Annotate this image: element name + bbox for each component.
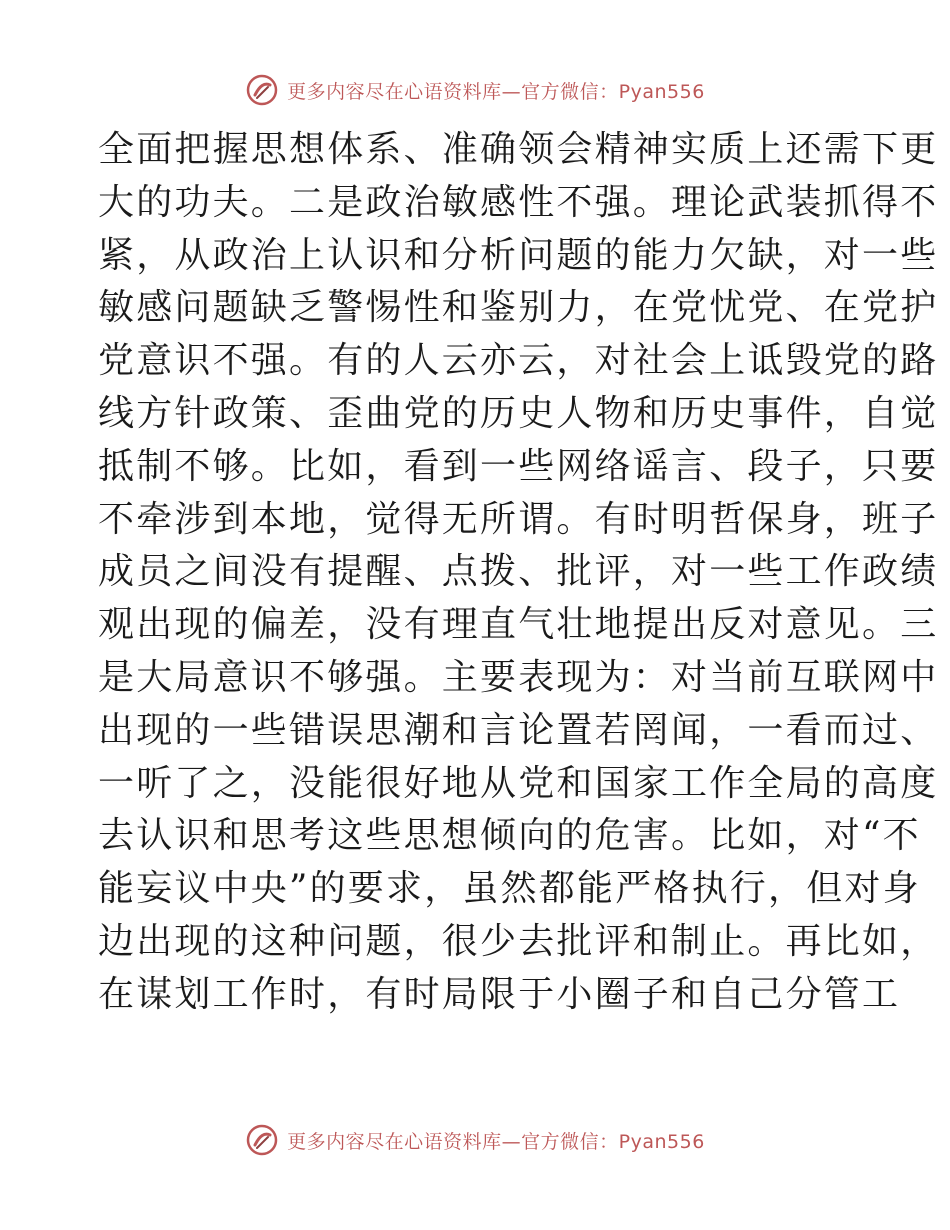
watermark-text: 更多内容尽在心语资料库—官方微信：Pyan556	[287, 80, 705, 103]
text-line: 观出现的偏差，没有理直气壮地提出反对意见。三	[98, 604, 939, 646]
text-line: 线方针政策、歪曲党的历史人物和历史事件，自觉	[98, 392, 939, 434]
text-line: 出现的一些错误思潮和言论置若罔闻，一看而过、	[98, 709, 939, 751]
text-line: 不牵涉到本地，觉得无所谓。有时明哲保身，班子	[98, 498, 939, 540]
logo-icon	[245, 73, 279, 107]
text-line: 在谋划工作时，有时局限于小圈子和自己分管工	[98, 973, 901, 1015]
text-line: 是大局意识不够强。主要表现为：对当前互联网中	[98, 656, 939, 698]
watermark-text: 更多内容尽在心语资料库—官方微信：Pyan556	[287, 1130, 705, 1153]
text-line: 大的功夫。二是政治敏感性不强。理论武装抓得不	[98, 181, 939, 223]
document-body	[98, 124, 939, 1022]
text-line: 去认识和思考这些思想倾向的危害。比如，对“不	[98, 815, 921, 857]
text-line: 抵制不够。比如，看到一些网络谣言、段子，只要	[98, 445, 939, 487]
logo-icon	[245, 1123, 279, 1157]
text-line: 党意识不强。有的人云亦云，对社会上诋毁党的路	[98, 340, 939, 382]
text-line: 成员之间没有提醒、点拨、批评，对一些工作政绩	[98, 551, 939, 593]
text-line: 全面把握思想体系、准确领会精神实质上还需下更	[98, 129, 939, 170]
text-line: 紧，从政治上认识和分析问题的能力欠缺，对一些	[98, 234, 939, 276]
footer-watermark	[0, 1118, 950, 1162]
text-line: 能妄议中央”的要求，虽然都能严格执行，但对身	[98, 868, 921, 910]
text-line: 一听了之，没能很好地从党和国家工作全局的高度	[98, 762, 939, 804]
text-line: 敏感问题缺乏警惕性和鉴别力，在党忧党、在党护	[98, 287, 939, 329]
text-line: 边出现的这种问题，很少去批评和制止。再比如，	[98, 920, 939, 962]
header-watermark	[0, 68, 950, 112]
